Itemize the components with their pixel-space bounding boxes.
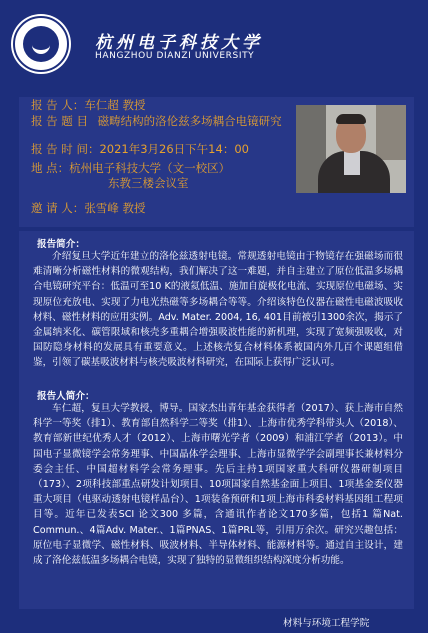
place-row-2: [108, 175, 189, 191]
bio-title: 报告人简介：: [37, 391, 95, 402]
time-row: [31, 141, 249, 157]
topic-row: [31, 113, 282, 129]
inviter-row: [31, 200, 145, 216]
intro-text: 介绍复旦大学近年建立的洛伦兹透射电镜。常规透射电镜由于物镜存在强磁场而很难清晰分析磁性材料的微观结构，我们解决了这一难题，并自主建立了原位低温多场耦合电镜研究平台：低温可至10 K的液氦低温、施加自旋极化电流、实现原位电磁场、实现原位充放电、实现了力电光热磁等多场耦合等等。介绍该特色仪器在磁性电磁波吸收材料、磁性材料的应用实例。Adv. Mater. 2004, 16, 401目前被引1300余次，揭示了金属纳米化、碳管限域和核壳多重耦合增强吸波性能的新机理，实现了宽频强吸收，对国防隐身材料的发展具有重要意义。上述核壳复合材料体系被国内外几百个课题组借鉴，引领了碳基吸波材料与核壳吸波材料研究，在国际上获得广泛认可。: [33, 251, 403, 369]
topic-label: 报 告 题 目: [31, 114, 88, 128]
university-logo-icon: [13, 16, 69, 72]
speaker-photo: [296, 105, 406, 193]
university-name-cn: 杭州电子科技大学: [95, 33, 263, 53]
place-value: 杭州电子科技大学（文一校区）: [69, 161, 231, 175]
reporter-value: 车仁超 教授: [84, 98, 146, 112]
inviter-value: 张雪峰 教授: [84, 201, 146, 215]
place-row: [31, 160, 230, 176]
intro-title: 报告简介：: [37, 239, 85, 250]
time-label: 报 告 时 间：: [31, 142, 100, 156]
reporter-row: [31, 97, 145, 113]
time-value: 2021年3月26日下午14：00: [99, 142, 249, 156]
topic-value: 磁畴结构的洛伦兹多场耦合电镜研究: [97, 114, 282, 128]
reporter-label: 报 告 人：: [31, 98, 85, 112]
inviter-label: 邀 请 人：: [31, 201, 85, 215]
university-name-en: HANGZHOU DIANZI UNIVERSITY: [95, 51, 255, 61]
place-label: 地 点：: [31, 161, 70, 175]
place-value-2: 东教三楼会议室: [108, 176, 189, 190]
organizer-footer: 材料与环境工程学院: [283, 618, 370, 629]
page-header: [0, 0, 428, 86]
bio-text: 车仁超，复旦大学教授，博导。国家杰出青年基金获得者（2017）、获上海市自然科学一等奖（排1）、教育部自然科学二等奖（排1）、上海市优秀学科带头人（2018）、教育部新世纪优秀人才（2012）、上海市曙光学者（2009）和浦江学者（2013）。中国电子显微镜学会常务理事、中国晶体学会理事、上海市显微学学会副理事长兼材料分委会主任、中国超材料学会常务理事。先后主持1项国家重大科研仪器研制项目（173）、2项科技部重点研发计划项目、10项国家自然基金面上项目、1项基金委仪器重大项目（电驱动透射电镜样品台）、1项装备预研和1项上海市科委材料基因组工程项目等。近年已发表SCI 论文300 多篇，含通讯作者论文170多篇，包括1 篇Nat. Commun.、4篇Adv. Mater.、1篇PNAS、1篇PRL等，引用万余次。研究兴趣包括：原位电子显微学、磁性材料、吸波材料、半导体材料、能源材料等。通过自主设计，建成了洛伦兹低温多场耦合电镜，实现了独特的显微组织结构深度分析功能。: [33, 403, 403, 567]
